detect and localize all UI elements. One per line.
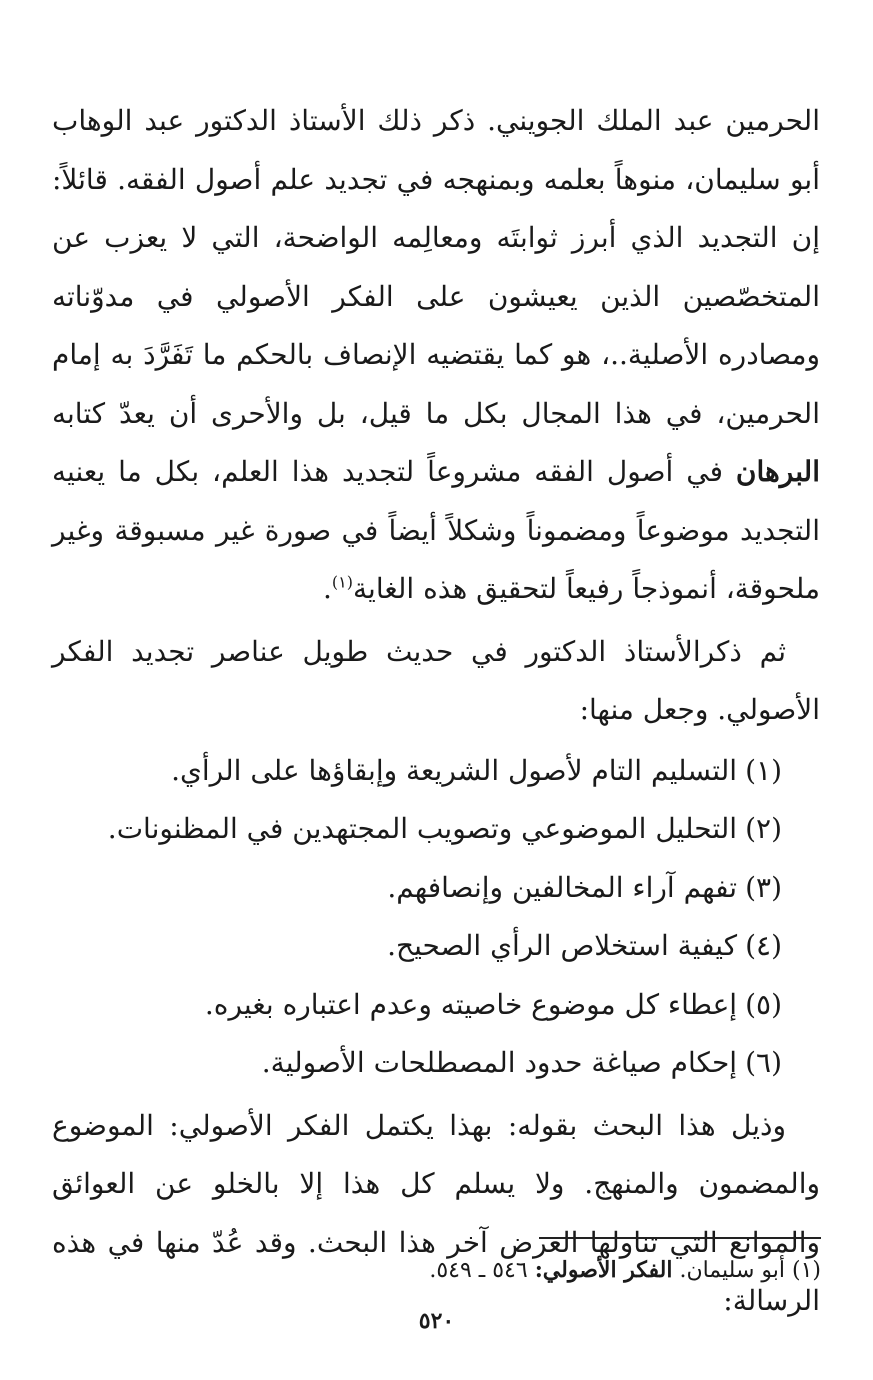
list-item-number: (٥) [745,987,782,1021]
footnote-author: أبو سليمان. [679,1258,785,1283]
book-title-bold: البرهان [735,455,820,488]
list-item [52,742,782,801]
footnote [53,1250,821,1291]
page-number: ٥٢٠ [418,1308,455,1334]
footnote-divider [539,1237,821,1239]
list-item [52,800,782,859]
list-item-text: كيفية استخلاص الرأي الصحيح. [387,929,738,962]
list-item-number: (٦) [745,1046,782,1079]
list-item-number: (٢) [745,812,782,845]
list-item [52,1034,782,1093]
list-item-text: التحليل الموضوعي وتصويب المجتهدين في المظنونات. [107,812,738,845]
paragraph-intro [52,92,820,619]
footnote-pages: ٥٤٦ ـ ٥٤٩. [429,1258,528,1283]
paragraph-intro-text: الحرمين عبد الملك الجويني. ذكر ذلك الأستاذ الدكتور عبد الوهاب أبو سليمان، منوهاً بعلمه وبمنهجه في تجديد علم أصول الفقه. قائلاً: إن التجديد الذي أبرز ثوابتَه ومعالِمه الواضحة، التي لا يعزب عن المتخصّصين الذين يعيشون على الفكر الأصولي في مدوّناته ومصادره الأصلية..، هو كما يقتضيه الإنصاف بالحكم ما تَفَرَّدَ به إمام الحرمين، في هذا المجال بكل ما قيل، بل والأحرى أن يعدّ كتابه [52,104,820,430]
list-item-number: (٣) [745,870,782,904]
list-item [52,917,782,976]
list-item-text: إعطاء كل موضوع خاصيته وعدم اعتباره بغيره. [204,987,738,1021]
list-item-number: (١) [745,753,782,787]
paragraph-elements: ثم ذكرالأستاذ الدكتور في حديث طويل عناصر تجديد الفكر الأصولي. وجعل منها: [52,634,820,726]
list-item-number: (٤) [745,929,782,962]
list-item-text: إحكام صياغة حدود المصطلحات الأصولية. [261,1046,738,1079]
list-item-text: تفهم آراء المخالفين وإنصافهم. [387,870,738,904]
list-item-text: التسليم التام لأصول الشريعة وإبقاؤها على الرأي. [171,753,738,787]
paragraph-conclusion: وذيل هذا البحث بقوله: بهذا يكتمل الفكر الأصولي: الموضوع والمضمون والمنهج. ولا يسلم كل هذا إلا بالخلو عن العوائق والموانع التي تناولها العرض آخر هذا البحث. وقد عُدّ منها في هذه الرسالة: [52,1108,820,1317]
paragraph-intro-end: . [323,572,332,605]
footnote-book-title: الفكر الأصولي: [534,1257,673,1283]
footnote-number: (١) [791,1258,821,1283]
page-body [52,92,820,1331]
footnote-reference[interactable]: (١) [331,572,354,592]
list-item [52,859,782,918]
renewal-elements-list [52,742,820,1093]
list-item [52,976,782,1035]
paragraph-intro-text-continued: في أصول الفقه مشروعاً لتجديد هذا العلم، بكل ما يعنيه التجديد موضوعاً ومضموناً وشكلاً أيضاً في صورة غير مسبوقة وغير ملحوقة، أنموذجاً رفيعاً لتحقيق هذه الغاية [52,455,820,605]
